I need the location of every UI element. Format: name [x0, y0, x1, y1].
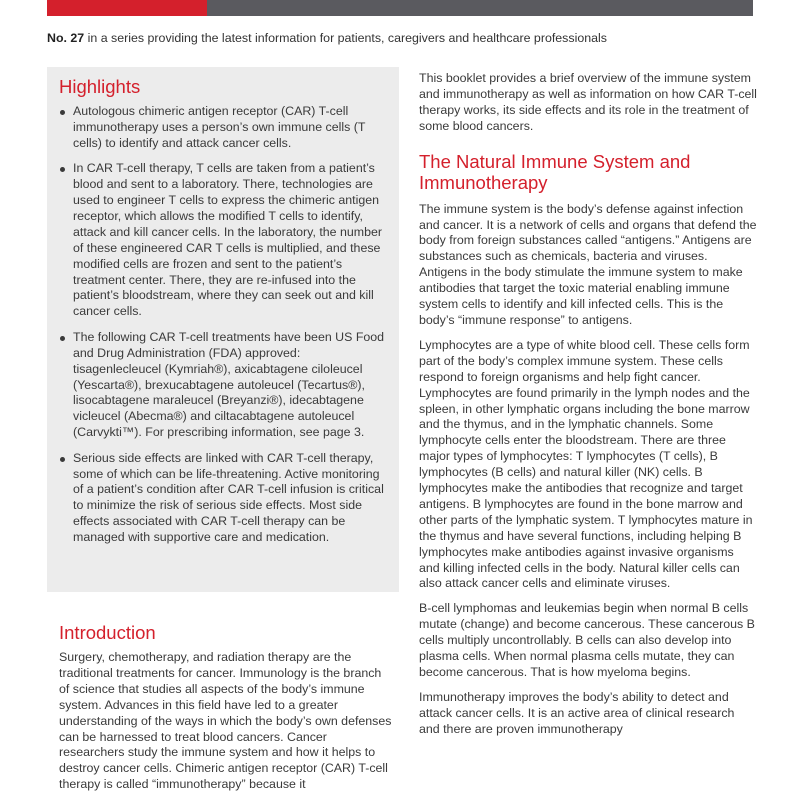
header-red-band — [47, 0, 207, 16]
highlight-item: The following CAR T-cell treatments have been US Food and Drug Administration (FDA) approved: tisagenlecleucel (Kymriah®), axicabtagene ciloleucel (Yescarta®), brexucabtagene autoleucel (Tecartus®), lisocabtagene maraleucel (Breyanzi®), idecabtagene vicleucel (Abecma®) and ciltacabtagene autoleucel (Carvykti™). For prescribing information, see page 3. — [59, 330, 385, 441]
series-text: in a series providing the latest information for patients, caregivers and healthcare professionals — [84, 31, 607, 45]
body-paragraph: Lymphocytes are a type of white blood cell. These cells form part of the body’s complex immune system. These cells respond to foreign organisms and help fight cancer. Lymphocytes are found primarily in the lymph nodes and the spleen, in other lymphatic organs including the bone marrow and the thymus, and in the lymphatic channels. Some lymphocyte cells enter the bloodstream. There are three major types of lymphocytes: T lymphocytes (T cells), B lymphocytes (B cells) and natural killer (NK) cells. B lymphocytes make the antibodies that recognize and target antigens. B lymphocytes are found in the bone marrow and other parts of the lymphatic system. T lymphocytes mature in the thymus and have several functions, including helping B lymphocytes make antibodies against invasive organisms and killing infected cells in the body. Natural killer cells can also attack cancer cells and eliminate viruses. — [419, 337, 753, 591]
body-paragraph: The immune system is the body’s defense against infection and cancer. It is a network of cells and organs that defend the body from foreign substances called “antigens.” Antigens are substances such as chemicals, bacteria and viruses. Antigens in the body stimulate the immune system to make antibodies that target the toxic material enabling immune system cells to identify and kill infected cells. This is the body’s “immune response” to antigens. — [419, 201, 757, 327]
header-gray-band — [207, 0, 753, 16]
booklet-overview-paragraph: This booklet provides a brief overview of the immune system and immunotherapy as well as information on how CAR T-cell therapy works, its side effects and its role in the treatment of some blood cancers. — [419, 71, 757, 133]
right-column — [419, 71, 757, 747]
highlight-item: In CAR T-cell therapy, T cells are taken from a patient’s blood and sent to a laboratory. There, technologies are used to engineer T cells to express the chimeric antigen receptor, which allows the modified T cells to identify, attack and kill cancer cells. In the laboratory, the number of these engineered CAR T cells is multiplied, and these modified cells are frozen and sent to the patient’s treatment center. There, they are re-infused into the patient’s bloodstream, where they can seek out and kill cancer cells. — [59, 161, 385, 320]
body-paragraph: B-cell lymphomas and leukemias begin when normal B cells mutate (change) and become cancerous. These cancerous B cells multiply uncontrollably. B cells can also develop into plasma cells. When normal plasma cells mutate, they can become cancerous. That is how myeloma begins. — [419, 601, 755, 679]
body-paragraph: Immunotherapy improves the body’s ability to detect and attack cancer cells. It is an active area of clinical research and there are proven immunotherapy — [419, 689, 735, 736]
highlight-item: Serious side effects are linked with CAR T-cell therapy, some of which can be life-threatening. Active monitoring of a patient’s condition after CAR T-cell infusion is critical to minimize the risk of serious side effects. Most side effects associated with CAR T-cell therapy can be managed with supportive care and medication. — [59, 451, 385, 546]
series-number: No. 27 — [47, 31, 85, 45]
highlights-title: Highlights — [59, 76, 141, 97]
introduction-title: Introduction — [59, 622, 156, 643]
highlights-box — [47, 67, 399, 592]
series-line — [47, 31, 767, 46]
highlights-list — [59, 104, 385, 546]
highlight-item: Autologous chimeric antigen receptor (CAR) T-cell immunotherapy uses a person’s own immune cells (T cells) to identify and attack cancer cells. — [59, 104, 385, 152]
introduction-body: Surgery, chemotherapy, and radiation therapy are the traditional treatments for cancer. Immunology is the branch of science that studies all aspects of the body’s immune system. Advances in this field have led to a greater understanding of the ways in which the body’s own defenses can be harnessed to treat blood cancers. Cancer researchers study the immune system and how it helps to destroy cancer cells. Chimeric antigen receptor (CAR) T-cell therapy is called “immunotherapy” because it — [59, 650, 392, 792]
immune-system-section-title: The Natural Immune System and Immunotherapy — [419, 150, 691, 193]
introduction-section — [59, 622, 394, 793]
